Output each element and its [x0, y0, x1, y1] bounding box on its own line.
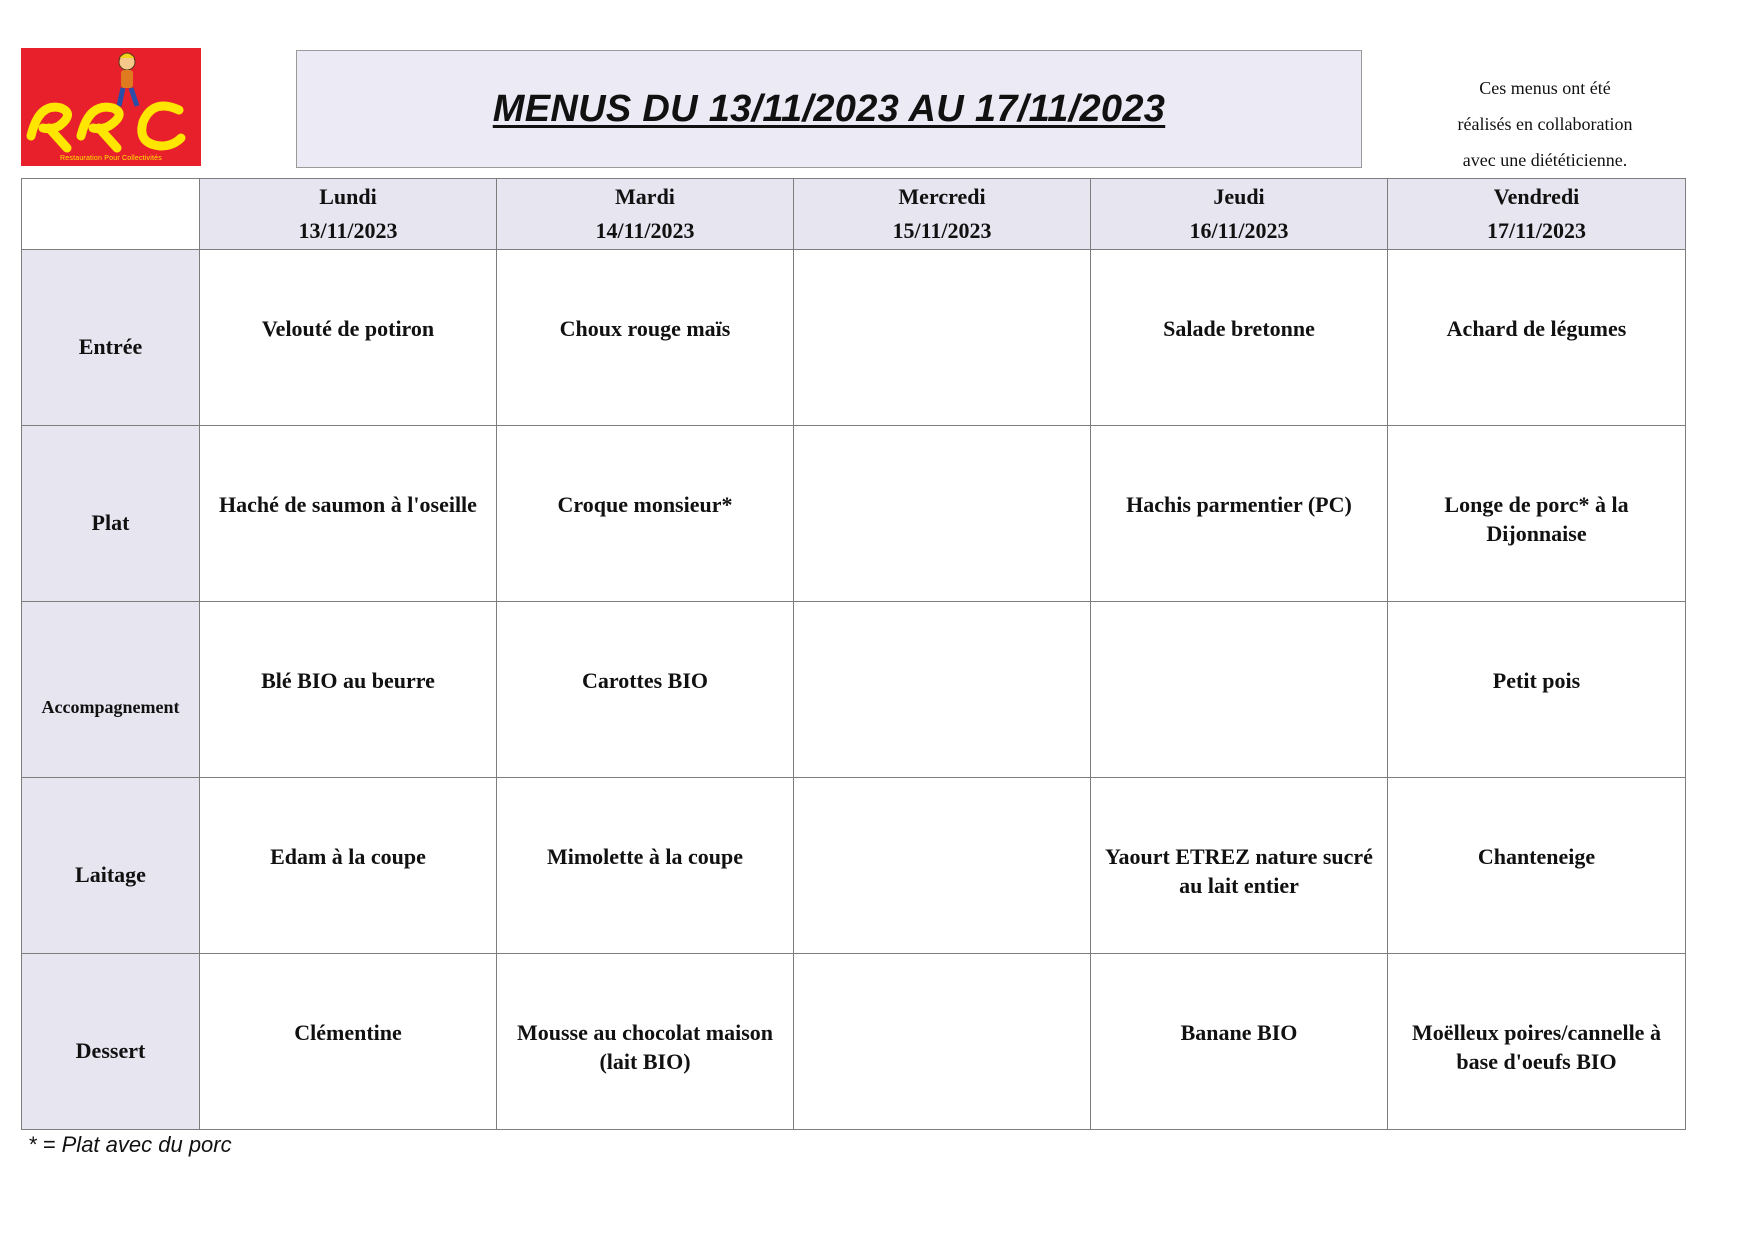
dish-cell: Velouté de potiron: [200, 250, 497, 426]
note-line: réalisés en collaboration: [1457, 114, 1633, 134]
day-header-mercredi: [794, 179, 1091, 250]
dish-cell: [794, 778, 1091, 954]
note-line: avec une diététicienne.: [1462, 150, 1628, 170]
dietitian-note: [1420, 70, 1670, 178]
dish-cell: [794, 250, 1091, 426]
dish-cell: Salade bretonne: [1091, 250, 1388, 426]
dish-cell: [794, 426, 1091, 602]
dish-cell: Yaourt ETREZ nature sucré au lait entier: [1091, 778, 1388, 954]
dish-cell: [794, 954, 1091, 1130]
dish-cell: Longe de porc* à la Dijonnaise: [1388, 426, 1686, 602]
dish-cell: Croque monsieur*: [497, 426, 794, 602]
dish-cell: Mousse au chocolat maison (lait BIO): [497, 954, 794, 1130]
dish-cell: [794, 602, 1091, 778]
row-label: Entrée: [22, 250, 200, 426]
dish-cell: Choux rouge maïs: [497, 250, 794, 426]
day-name: Jeudi: [1213, 184, 1265, 209]
day-header-lundi: [200, 179, 497, 250]
pork-footnote: * = Plat avec du porc: [28, 1132, 232, 1157]
dish-cell: Petit pois: [1388, 602, 1686, 778]
row-entree: [22, 250, 1686, 426]
day-date: 14/11/2023: [595, 218, 695, 243]
header-row: [22, 179, 1686, 250]
row-label: Laitage: [22, 778, 200, 954]
day-date: 16/11/2023: [1189, 218, 1289, 243]
dish-cell: Carottes BIO: [497, 602, 794, 778]
day-date: 15/11/2023: [892, 218, 992, 243]
dish-cell: Hachis parmentier (PC): [1091, 426, 1388, 602]
dish-cell: [1091, 602, 1388, 778]
day-name: Vendredi: [1493, 184, 1580, 209]
logo-tagline: Restauration Pour Collectivités: [60, 155, 162, 162]
dish-cell: Banane BIO: [1091, 954, 1388, 1130]
page-title: MENUS DU 13/11/2023 AU 17/11/2023: [492, 87, 1166, 130]
day-name: Mardi: [615, 184, 675, 209]
day-header-vendredi: [1388, 179, 1686, 250]
dish-cell: Moëlleux poires/cannelle à base d'oeufs BIO: [1388, 954, 1686, 1130]
note-line: Ces menus ont été: [1479, 78, 1611, 98]
row-label: Accompagnement: [22, 602, 200, 778]
day-name: Mercredi: [898, 184, 986, 209]
day-header-mardi: [497, 179, 794, 250]
row-accompagnement: [22, 602, 1686, 778]
dish-cell: Mimolette à la coupe: [497, 778, 794, 954]
menu-table: [21, 178, 1686, 1130]
row-plat: [22, 426, 1686, 602]
row-laitage: [22, 778, 1686, 954]
dish-cell: Blé BIO au beurre: [200, 602, 497, 778]
rrc-logo: [21, 48, 201, 166]
corner-cell: [22, 179, 200, 250]
dish-cell: Chanteneige: [1388, 778, 1686, 954]
day-date: 13/11/2023: [298, 218, 398, 243]
title-box: [296, 50, 1362, 168]
row-dessert: [22, 954, 1686, 1130]
dish-cell: Haché de saumon à l'oseille: [200, 426, 497, 602]
day-header-jeudi: [1091, 179, 1388, 250]
rrc-logo-art: [21, 48, 201, 166]
dish-cell: Achard de légumes: [1388, 250, 1686, 426]
day-name: Lundi: [319, 184, 377, 209]
dish-cell: Clémentine: [200, 954, 497, 1130]
row-label: Plat: [22, 426, 200, 602]
dish-cell: Edam à la coupe: [200, 778, 497, 954]
day-date: 17/11/2023: [1486, 218, 1586, 243]
row-label: Dessert: [22, 954, 200, 1130]
